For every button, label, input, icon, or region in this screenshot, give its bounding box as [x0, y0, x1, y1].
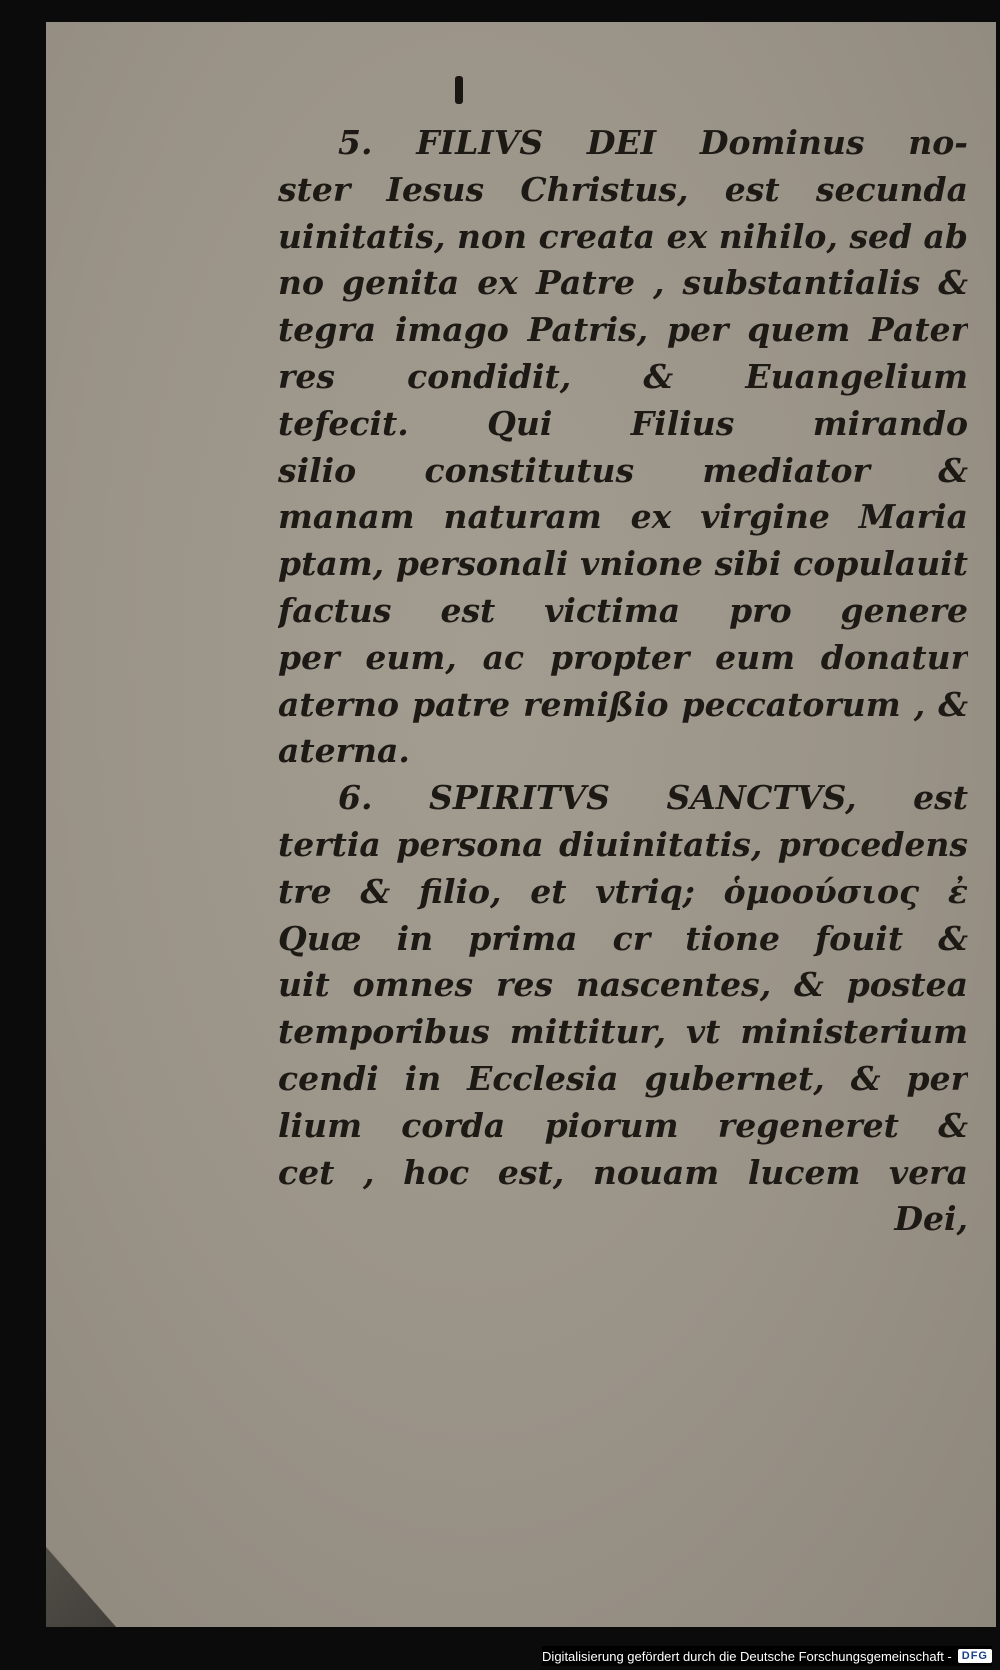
- line-text: uinitatis, non creata ex nihilo, sed ab: [278, 216, 968, 256]
- line-text: tefecit. Qui Filius mirando: [278, 403, 968, 443]
- text-line: [278, 307, 968, 354]
- text-line: [278, 120, 968, 167]
- line-text: ster Iesus Christus, est secunda: [278, 169, 968, 209]
- text-line: [278, 962, 968, 1009]
- line-text: 5. FILIVS DEI Dominus no-: [338, 123, 968, 162]
- text-line: [278, 448, 968, 495]
- footer-text: Digitalisierung gefördert durch die Deutsche Forschungsgemeinschaft -: [542, 1648, 952, 1664]
- line-text: cet , hoc est, nouam lucem vera: [278, 1152, 968, 1192]
- text-line: [278, 354, 968, 401]
- line-text: tegra imago Patris, per quem Pater: [278, 310, 968, 350]
- line-text: Dei,: [894, 1199, 968, 1239]
- line-text: tre & filio, et vtriq; ὁμοούσιος ἐ: [278, 871, 968, 911]
- line-text: no genita ex Patre , substantialis &: [278, 263, 968, 303]
- text-line: [278, 588, 968, 635]
- dfg-logo: DFG: [958, 1649, 992, 1663]
- line-text: tertia persona diuinitatis, procedens: [278, 824, 968, 864]
- line-text: aterno patre remißio peccatorum , &: [278, 684, 968, 724]
- line-text: uit omnes res nascentes, & postea: [278, 965, 968, 1005]
- text-line: [278, 401, 968, 448]
- text-line: [278, 682, 968, 729]
- line-text: cendi in Ecclesia gubernet, & per: [278, 1058, 968, 1098]
- text-line: [278, 775, 968, 822]
- text-line: [278, 916, 968, 963]
- line-text: per eum, ac propter eum donatur: [278, 637, 968, 677]
- text-line: [278, 822, 968, 869]
- ink-mark: [455, 76, 463, 104]
- text-line: [278, 260, 968, 307]
- line-text: temporibus mittitur, vt ministerium: [278, 1012, 968, 1052]
- text-line: [278, 167, 968, 214]
- line-text: res condidit, & Euangelium: [278, 356, 968, 396]
- text-line: [278, 494, 968, 541]
- text-line: [278, 214, 968, 261]
- digitization-footer: [542, 1646, 992, 1666]
- line-text: ptam, personali vnione sibi copulauit: [278, 544, 968, 584]
- text-line: [278, 635, 968, 682]
- text-line: [278, 1056, 968, 1103]
- text-line: [278, 1150, 968, 1197]
- text-line: [278, 869, 968, 916]
- line-text: lium corda piorum regeneret &: [278, 1105, 968, 1145]
- text-line: [278, 541, 968, 588]
- line-text: factus est victima pro genere: [278, 590, 968, 630]
- text-line: [278, 1009, 968, 1056]
- line-text: manam naturam ex virgine Maria: [278, 497, 968, 537]
- line-text: aterna.: [278, 731, 410, 771]
- line-text: Quæ in prima cr tione fouit &: [278, 918, 968, 958]
- line-text: 6. SPIRITVS SANCTVS, est: [338, 778, 968, 818]
- line-text: silio constitutus mediator &: [278, 450, 968, 490]
- text-line: [278, 1196, 968, 1243]
- text-line: [278, 728, 968, 775]
- text-line: [278, 1103, 968, 1150]
- page-text: [278, 120, 968, 1243]
